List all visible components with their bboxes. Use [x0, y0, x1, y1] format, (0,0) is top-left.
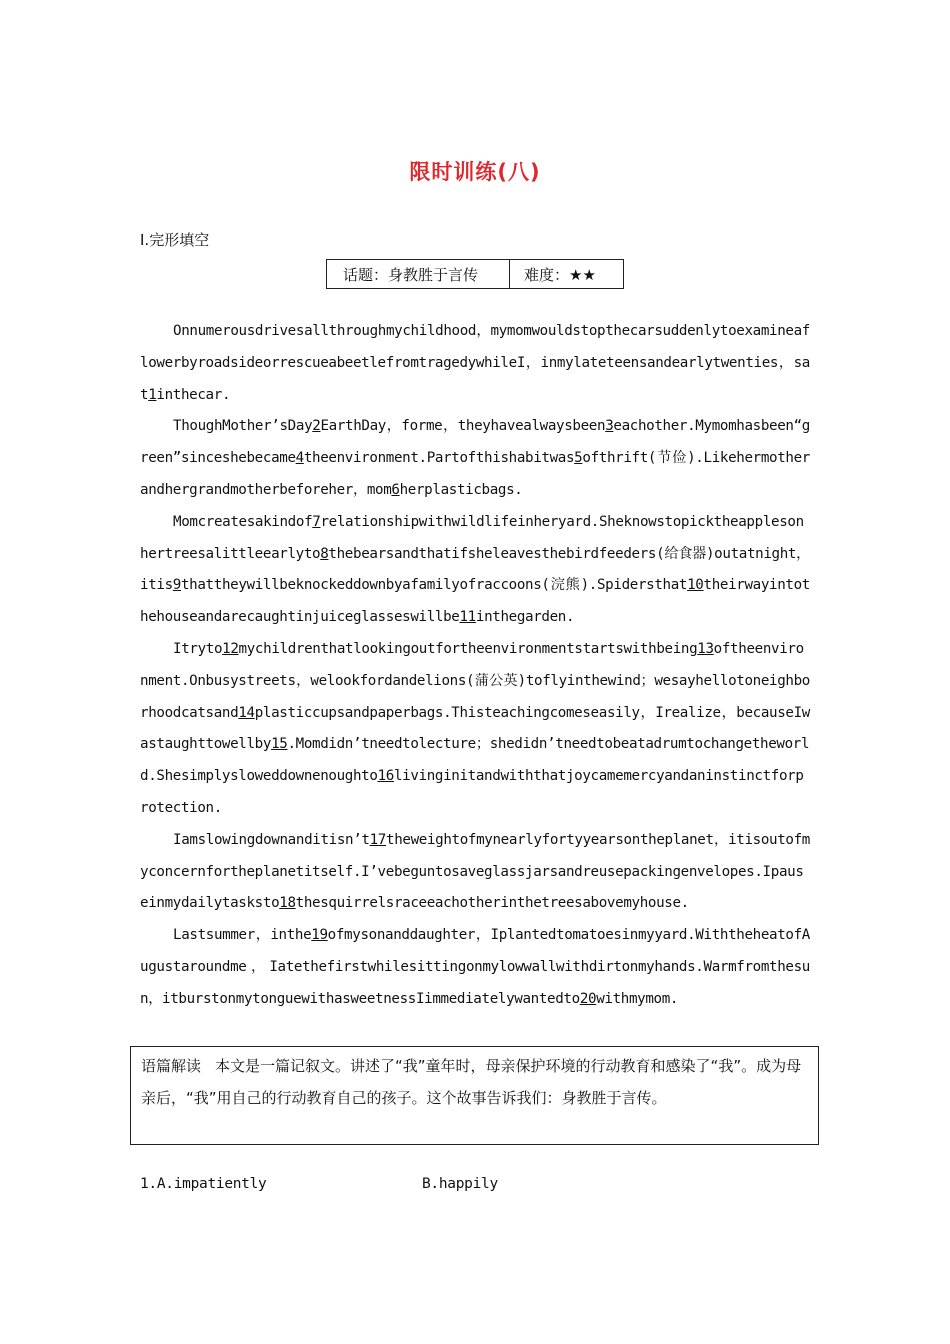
blank-number: 7	[312, 513, 321, 530]
difficulty-cell: 难度：★★	[524, 265, 596, 284]
paragraph: Iamslowingdownanditisn’t17theweightofmynearlyfortyyearsontheplanet，itisoutofmyconcernfortheplanetitself.I’vebeguntosaveglassjarsandreusepackingenvelopes.Ipauseinmydailytasksto18thesquirrelsraceeachotherinthetreesabovemyhouse.	[140, 831, 810, 912]
paragraph: Momcreatesakindof7relationshipwithwildlifeinheryard.Sheknowstopicktheapplesonhertreesalittleearlyto8thebearsandthatifsheleavesthebirdfeeders(给食器)outatnight，itis9thattheywillbeknockeddownbyafamilyofraccoons(浣熊).Spidersthat10theirwayintothehouseandarecaughtinjuiceglasseswillbe11inthegarden.	[140, 513, 810, 626]
blank-number: 15	[271, 736, 288, 753]
blank-number: 1	[148, 386, 157, 403]
topic-cell: 话题：身教胜于言传	[327, 260, 510, 288]
analysis-label: 语篇解读	[141, 1057, 202, 1075]
page-title: 限时训练(八)	[409, 160, 541, 184]
blank-number: 9	[172, 577, 181, 594]
blank-number: 12	[222, 640, 239, 657]
section-heading: Ⅰ.完形填空	[140, 231, 210, 249]
blank-number: 8	[320, 545, 329, 562]
topic-table	[326, 259, 624, 289]
question-1	[140, 1176, 498, 1192]
blank-number: 14	[238, 704, 255, 721]
blank-number: 18	[279, 895, 296, 912]
blank-number: 19	[311, 927, 328, 944]
blank-number: 13	[697, 640, 714, 657]
blank-number: 10	[687, 577, 704, 594]
paragraph: ThoughMother’sDay2EarthDay，forme，theyhavealwaysbeen3eachother.Mymomhasbeen“green”sinceshebecame4theenvironment.Partofthishabitwas5ofthrift(节俭).Likehermotherandhergrandmotherbeforeher，mom6herplasticbags.	[140, 418, 810, 498]
paragraph: Itryto12mychildrenthatlookingoutfortheenvironmentstartswithbeing13oftheenvironment.Onbusystreets，welookfordandelions(蒲公英)toflyinthewind；wesayhellotoneighborhoodcatsand14plasticcupsandpaperbags.Thisteachingcomeseasily，Irealize，becauseIwastaughttowellby15.Momdidn’tneedtolecture；shedidn’tneedtobeatadrumtochangetheworld.Shesimplysloweddownenoughto16livinginitandwiththatjoycamemercyandaninstinctforprotection.	[140, 640, 810, 816]
paragraph: Onnumerousdrivesallthroughmychildhood，mymomwouldstopthecarsuddenlytoexamineaflowerbyroadsideorrescueabeetlefromtragedywhileI，inmylateteensandearlytwenties，sat1inthecar.	[140, 323, 810, 403]
paragraph: Lastsummer，inthe19ofmysonanddaughter，Iplantedtomatoesinmyyard.WiththeheatofAugustaroundme，Iatethefirstwhilesittingonmylowwallwithdirtonmyhands.Warmfromthesun，itburstonmytonguewithasweetnessIimmediatelywantedto20withmymom.	[140, 927, 810, 1007]
question-number: 1.	[140, 1176, 157, 1192]
blank-number: 2	[312, 418, 321, 435]
blank-number: 16	[377, 768, 394, 785]
blank-number: 4	[295, 450, 304, 467]
cloze-passage	[140, 316, 810, 1016]
option-b[interactable]: B.happily	[422, 1176, 498, 1192]
blank-number: 5	[574, 450, 583, 467]
option-a[interactable]: A.impatiently	[156, 1176, 267, 1192]
passage-analysis-box	[130, 1046, 819, 1145]
blank-number: 6	[391, 481, 400, 498]
blank-number: 3	[605, 418, 614, 435]
blank-number: 20	[579, 990, 597, 1007]
blank-number: 11	[459, 609, 476, 626]
analysis-text: 本文是一篇记叙文。讲述了“我”童年时，母亲保护环境的行动教育和感染了“我”。成为母亲后，“我”用自己的行动教育自己的孩子。这个故事告诉我们：身教胜于言传。	[141, 1057, 802, 1107]
blank-number: 17	[369, 831, 386, 848]
